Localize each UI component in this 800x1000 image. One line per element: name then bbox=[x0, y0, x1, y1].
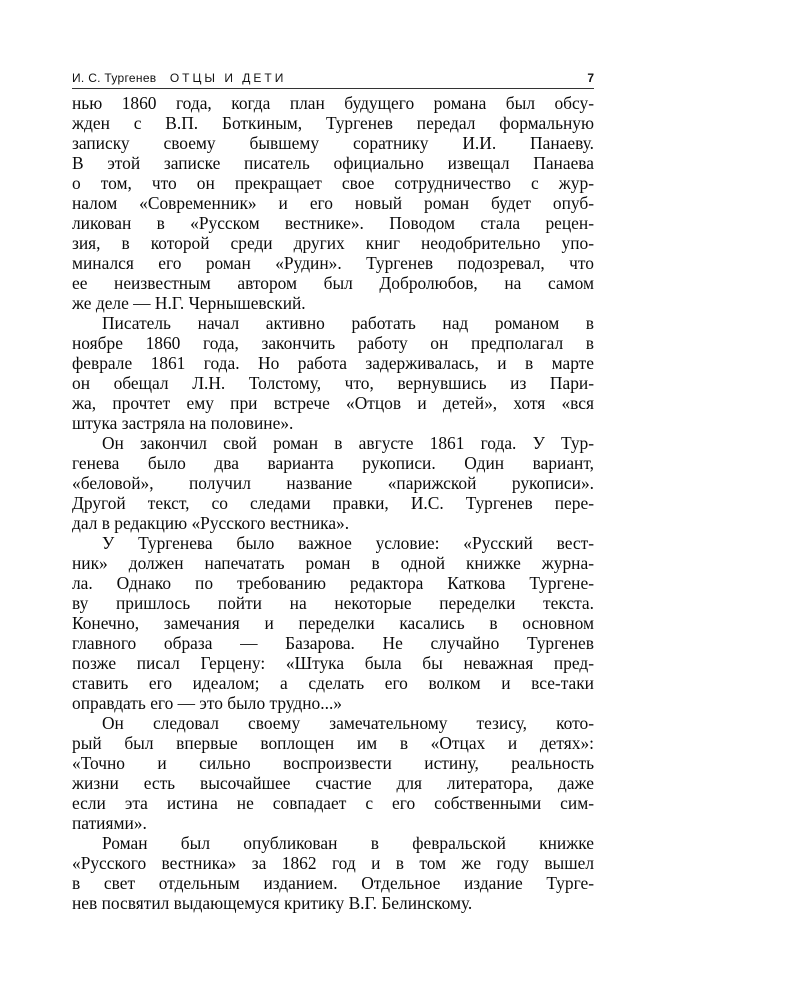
text-line: Писатель начал активно работать над романом в bbox=[102, 313, 594, 333]
text-line: «Точно и сильно воспроизвести истину, реальность bbox=[72, 753, 594, 773]
paragraph bbox=[72, 313, 594, 433]
text-line: жа, прочтет ему при встрече «Отцов и детей», хотя «вся bbox=[72, 393, 594, 413]
text-line: он обещал Л.Н. Толстому, что, вернувшись из Пари- bbox=[72, 373, 594, 393]
text-line: феврале 1861 года. Но работа задерживалась, и в марте bbox=[72, 353, 594, 373]
paragraph bbox=[72, 433, 594, 533]
text-line: же деле — Н.Г. Чернышевский. bbox=[72, 293, 306, 313]
text-line: патиями». bbox=[72, 813, 147, 833]
text-line: о том, что он прекращает свое сотрудничество с жур- bbox=[72, 173, 594, 193]
text-line: нью 1860 года, когда план будущего романа был обсу- bbox=[72, 93, 594, 113]
text-line: Другой текст, со следами правки, И.С. Тургенев пере- bbox=[72, 493, 594, 513]
text-line: минался его роман «Рудин». Тургенев подозревал, что bbox=[72, 253, 594, 273]
text-line: рый был впервые воплощен им в «Отцах и детях»: bbox=[72, 733, 594, 753]
text-line: Роман был опубликован в февральской книжке bbox=[102, 833, 594, 853]
text-line: оправдать его — это было трудно...» bbox=[72, 693, 342, 713]
text-line: дал в редакцию «Русского вестника». bbox=[72, 513, 350, 533]
paragraph bbox=[72, 533, 594, 713]
text-line: жизни есть высочайшее счастие для литератора, даже bbox=[72, 773, 594, 793]
text-line: ву пришлось пойти на некоторые переделки текста. bbox=[72, 593, 594, 613]
text-line: «беловой», получил название «парижской рукописи». bbox=[72, 473, 594, 493]
text-line: У Тургенева было важное условие: «Русский вест- bbox=[102, 533, 594, 553]
text-line: ее неизвестным автором был Добролюбов, на самом bbox=[72, 273, 594, 293]
text-line: штука застряла на половине». bbox=[72, 413, 294, 433]
page-number: 7 bbox=[587, 71, 594, 85]
text-line: жден с В.П. Боткиным, Тургенев передал формальную bbox=[72, 113, 594, 133]
text-line: ноябре 1860 года, закончить работу он предполагал в bbox=[72, 333, 594, 353]
body-text bbox=[72, 93, 594, 913]
header-book-title: ОТЦЫ И ДЕТИ bbox=[169, 71, 287, 85]
text-line: если эта истина не совпадает с его собственными сим- bbox=[72, 793, 594, 813]
text-line: В этой записке писатель официально извещал Панаева bbox=[72, 153, 594, 173]
text-line: ликован в «Русском вестнике». Поводом стала рецен- bbox=[72, 213, 594, 233]
header-author: И. С. Тургенев bbox=[72, 71, 157, 85]
text-line: ник» должен напечатать роман в одной книжке журна- bbox=[72, 553, 594, 573]
text-line: налом «Современник» и его новый роман будет опуб- bbox=[72, 193, 594, 213]
text-line: Он закончил свой роман в августе 1861 года. У Тур- bbox=[102, 433, 594, 453]
text-line: Он следовал своему замечательному тезису, кото- bbox=[102, 713, 594, 733]
paragraph bbox=[72, 833, 594, 913]
text-line: Конечно, замечания и переделки касались в основном bbox=[72, 613, 594, 633]
text-line: ла. Однако по требованию редактора Каткова Тургене- bbox=[72, 573, 594, 593]
running-header bbox=[72, 68, 594, 89]
text-line: в свет отдельным изданием. Отдельное издание Турге- bbox=[72, 873, 594, 893]
text-line: нев посвятил выдающемуся критику В.Г. Белинскому. bbox=[72, 893, 473, 913]
text-line: генева было два варианта рукописи. Один вариант, bbox=[72, 453, 594, 473]
text-line: главного образа — Базарова. Не случайно Тургенев bbox=[72, 633, 594, 653]
text-line: ставить его идеалом; а сделать его волком и все-таки bbox=[72, 673, 594, 693]
book-page bbox=[72, 68, 594, 913]
text-line: зия, в которой среди других книг неодобрительно упо- bbox=[72, 233, 594, 253]
paragraph bbox=[72, 713, 594, 833]
paragraph bbox=[72, 93, 594, 313]
text-line: «Русского вестника» за 1862 год и в том же году вышел bbox=[72, 853, 594, 873]
text-line: позже писал Герцену: «Штука была бы неважная пред- bbox=[72, 653, 594, 673]
text-line: записку своему бывшему соратнику И.И. Панаеву. bbox=[72, 133, 594, 153]
